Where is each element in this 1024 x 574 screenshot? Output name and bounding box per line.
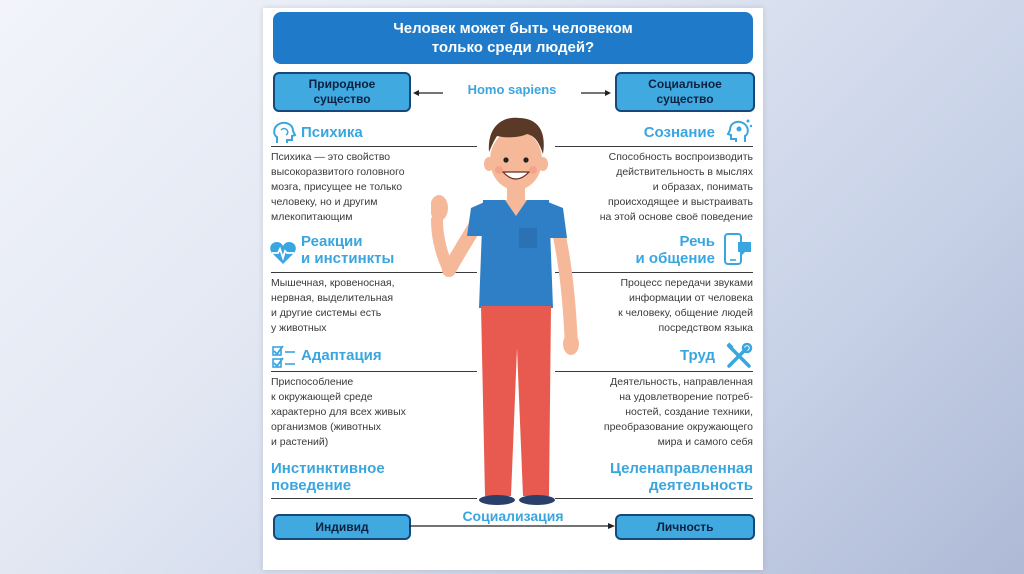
adaptation-heading: Адаптация bbox=[301, 347, 382, 364]
speech-heading-line: Речь bbox=[679, 233, 715, 250]
purposeful-activity-line: деятельность bbox=[649, 477, 753, 494]
labor-heading: Труд bbox=[679, 347, 715, 364]
title-banner bbox=[273, 12, 753, 64]
labor-text-line: на удовлетворение потреб- bbox=[619, 391, 753, 403]
adaptation-text-line: Приспособление bbox=[271, 376, 354, 388]
labor-text-line: мира и самого себя bbox=[657, 436, 753, 448]
reactions-heading-line: Реакции bbox=[301, 233, 363, 250]
personality-label: Личность bbox=[656, 519, 714, 534]
psyche-text-line: Психика — это свойство bbox=[271, 151, 391, 163]
labor-text-line: преобразование окружающего bbox=[603, 421, 753, 433]
heart-pulse-icon bbox=[269, 240, 297, 266]
adaptation-text-line: организмов (животных bbox=[271, 421, 382, 433]
psyche-text-line: человеку, но и другим bbox=[271, 196, 378, 208]
instinctive-behavior-label bbox=[271, 460, 385, 494]
consciousness-text-line: действительность в мыслях bbox=[616, 166, 753, 178]
natural-being-box bbox=[273, 72, 411, 112]
social-being-line-1: Социальное bbox=[648, 77, 722, 91]
socialization-label: Социализация bbox=[462, 508, 564, 524]
head-sparkles-icon bbox=[725, 118, 753, 144]
reactions-text-line: нервная, выделительная bbox=[271, 292, 394, 304]
adaptation-text-line: характерно для всех живых bbox=[271, 406, 406, 418]
natural-being-line-1: Природное bbox=[308, 77, 376, 91]
natural-being-line-2: существо bbox=[313, 92, 371, 106]
tools-icon bbox=[725, 342, 753, 370]
adaptation-text-line: к окружающей среде bbox=[271, 391, 373, 403]
consciousness-text-line: и образах, понимать bbox=[652, 181, 753, 193]
psyche-text-line: млекопитающим bbox=[271, 211, 353, 223]
social-being-box bbox=[615, 72, 755, 112]
instinctive-behavior-line: поведение bbox=[271, 477, 352, 494]
speech-heading-line: и общение bbox=[635, 250, 715, 267]
consciousness-text-line: Способность воспроизводить bbox=[608, 151, 753, 163]
title-line-1: Человек может быть человеком bbox=[393, 20, 633, 37]
personality-box bbox=[615, 514, 755, 540]
person-illustration bbox=[431, 108, 601, 508]
title-line-2: только среди людей? bbox=[431, 39, 595, 56]
infographic-poster bbox=[263, 8, 763, 570]
reactions-text-line: у животных bbox=[271, 322, 327, 334]
adaptation-text-line: и растений) bbox=[271, 436, 329, 448]
head-icon bbox=[271, 121, 297, 145]
speech-text-line: информации от человека bbox=[628, 292, 753, 304]
checklist-icon bbox=[271, 344, 297, 370]
purposeful-activity-line: Целенаправленная bbox=[609, 460, 753, 477]
speech-text-line: посредством языка bbox=[658, 322, 753, 334]
speech-text-line: к человеку, общение людей bbox=[618, 307, 753, 319]
reactions-heading-line: и инстинкты bbox=[301, 250, 395, 267]
labor-text-line: ностей, создание техники, bbox=[625, 406, 753, 418]
psyche-text-line: высокоразвитого головного bbox=[271, 166, 405, 178]
labor-text-line: Деятельность, направленная bbox=[610, 376, 753, 388]
homo-sapiens-label: Homo sapiens bbox=[467, 82, 557, 97]
speech-text-line: Процесс передачи звуками bbox=[620, 277, 753, 289]
arrow-left bbox=[413, 89, 443, 97]
consciousness-text-line: происходящее и выстраивать bbox=[607, 196, 753, 208]
psyche-heading: Психика bbox=[301, 124, 363, 141]
consciousness-text-line: на этой основе своё поведение bbox=[599, 211, 753, 223]
consciousness-heading: Сознание bbox=[643, 124, 715, 141]
phone-chat-icon bbox=[723, 232, 753, 268]
individual-box bbox=[273, 514, 411, 540]
instinctive-behavior-line: Инстинктивное bbox=[271, 460, 385, 477]
reactions-text-line: и другие системы есть bbox=[271, 307, 382, 319]
social-being-line-2: существо bbox=[656, 92, 714, 106]
arrow-right bbox=[581, 89, 611, 97]
psyche-text-line: мозга, присущее не только bbox=[271, 181, 403, 193]
socialization-arrow bbox=[409, 522, 615, 530]
individual-label: Индивид bbox=[315, 519, 369, 534]
reactions-text-line: Мышечная, кровеносная, bbox=[271, 277, 395, 289]
reactions-heading bbox=[301, 233, 394, 267]
